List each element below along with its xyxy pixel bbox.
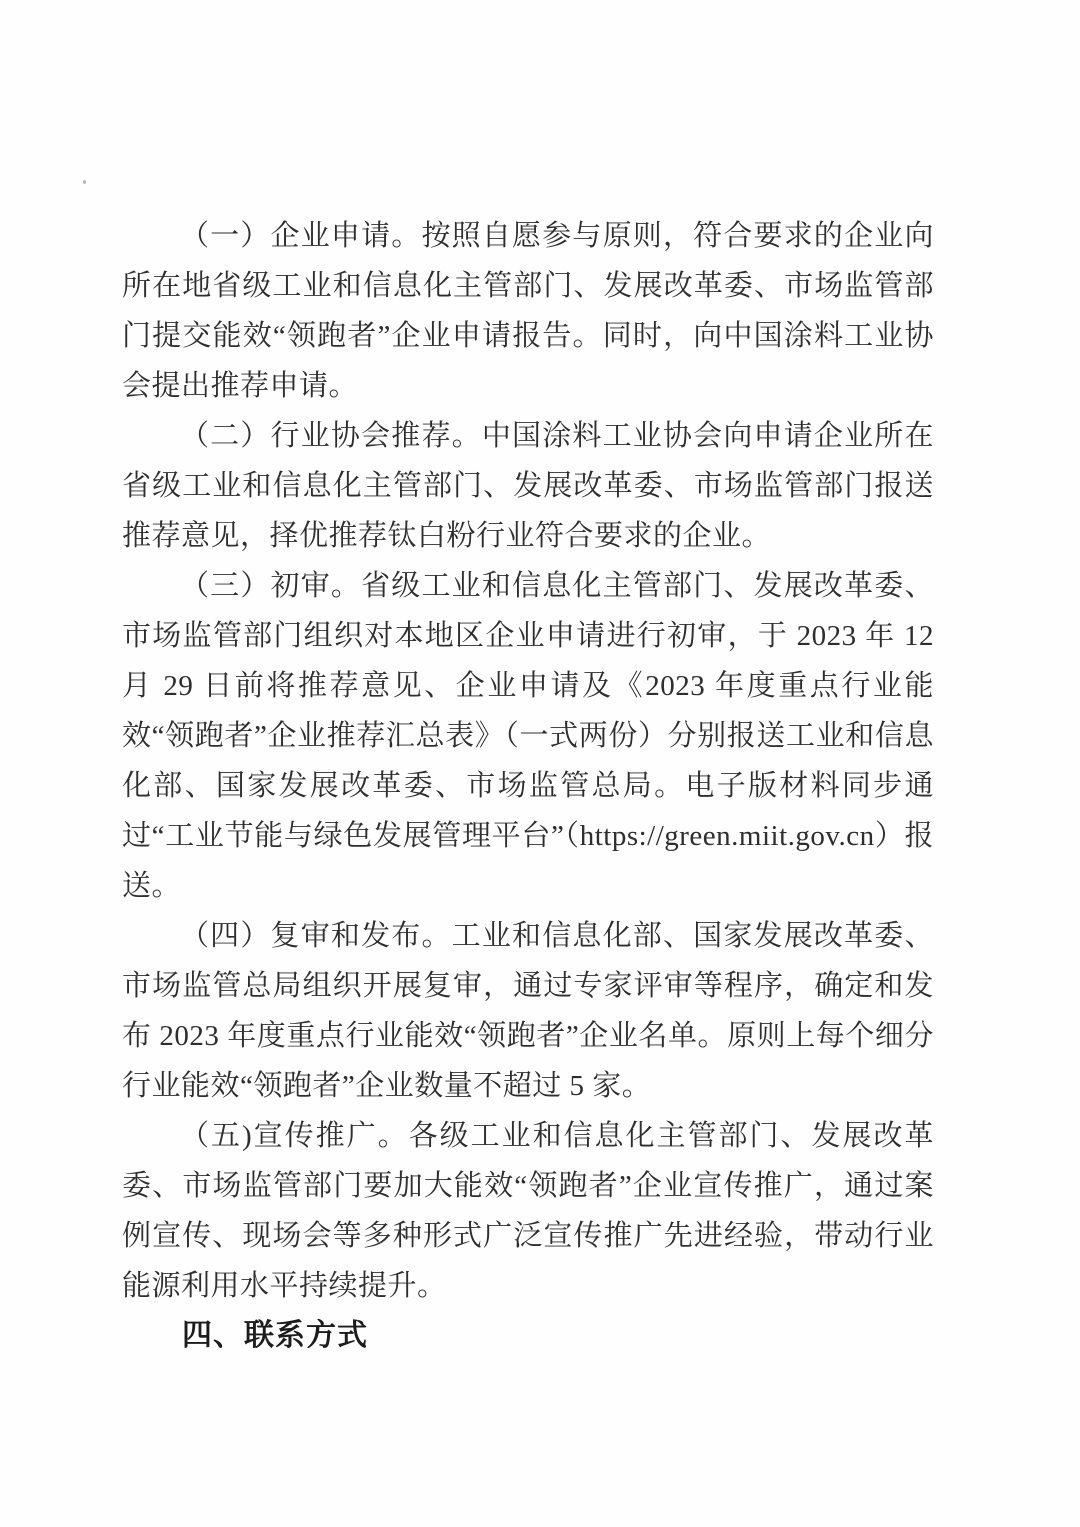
paragraph-enterprise-application: （一）企业申请。按照自愿参与原则，符合要求的企业向所在地省级工业和信息化主管部门、发展改革委、市场监管部门提交能效“领跑者”企业申请报告。同时，向中国涂料工业协会提出推荐申请。 bbox=[122, 220, 934, 402]
paragraph-publicity-promotion: （五)宣传推广。各级工业和信息化主管部门、发展改革委、市场监管部门要加大能效“领跑者”企业宣传推广，通过案例宣传、现场会等多种形式广泛宣传推广先进经验，带动行业能源利用水平持续提升。 bbox=[122, 1120, 934, 1302]
paragraph-preliminary-review: （三）初审。省级工业和信息化主管部门、发展改革委、市场监管部门组织对本地区企业申请进行初审，于 2023 年 12 月 29 日前将推荐意见、企业申请及《2023 年度重点行业能效“领跑者”企业推荐汇总表》（一式两份）分别报送工业和信息化部、国家发展改革委、市场监管总局。电子版材料同步通过“工业节能与绿色发展管理平台”（https://green.miit.gov.cn）报送。 bbox=[122, 570, 934, 902]
section-heading-contact-info: 四、联系方式 bbox=[182, 1319, 368, 1352]
paragraph-association-recommendation: （二）行业协会推荐。中国涂料工业协会向申请企业所在省级工业和信息化主管部门、发展改革委、市场监管部门报送推荐意见，择优推荐钛白粉行业符合要求的企业。 bbox=[122, 420, 934, 552]
document-body bbox=[122, 211, 934, 1361]
scan-artifact-dot bbox=[83, 180, 86, 184]
paragraph-final-review-and-release: （四）复审和发布。工业和信息化部、国家发展改革委、市场监管总局组织开展复审，通过专家评审等程序，确定和发布 2023 年度重点行业能效“领跑者”企业名单。原则上每个细分行业能效“领跑者”企业数量不超过 5 家。 bbox=[122, 920, 934, 1102]
